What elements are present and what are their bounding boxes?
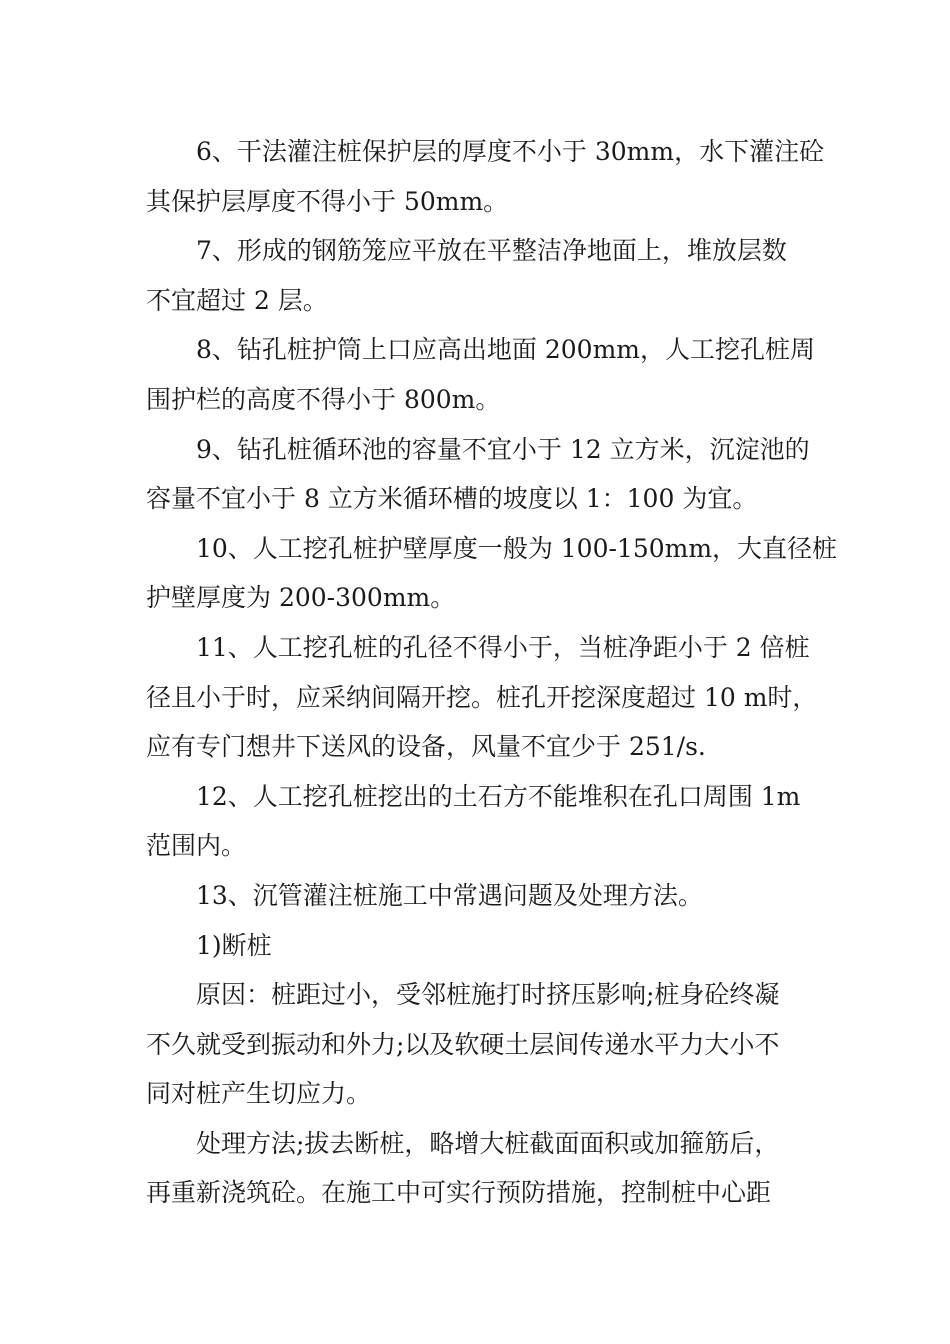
- text-line: 处理方法;拔去断桩，略增大桩截面面积或加箍筋后，: [196, 1128, 780, 1158]
- text-line: 其保护层厚度不得小于 50mm。: [146, 186, 509, 216]
- text-line: 8、钻孔桩护筒上口应高出地面 200mm，人工挖孔桩周: [196, 335, 815, 365]
- text-line: 11、人工挖孔桩的孔径不得小于，当桩净距小于 2 倍桩: [196, 632, 810, 662]
- text-line: 容量不宜小于 8 立方米循环槽的坡度以 1：100 为宜。: [146, 484, 758, 514]
- text-line: 围护栏的高度不得小于 800m。: [146, 384, 501, 414]
- text-line: 13、沉管灌注桩施工中常遇问题及处理方法。: [196, 880, 703, 910]
- document-body: [146, 127, 838, 1218]
- text-line: 1)断桩: [196, 930, 272, 960]
- text-line: 不久就受到振动和外力;以及软硬土层间传递水平力大小不: [146, 1029, 780, 1059]
- text-line: 再重新浇筑砼。在施工中可实行预防措施，控制桩中心距: [146, 1178, 772, 1208]
- text-line: 应有专门想井下送风的设备，风量不宜少于 251/s.: [146, 732, 706, 762]
- text-line: 6、干法灌注桩保护层的厚度不小于 30mm，水下灌注砼: [196, 137, 825, 166]
- text-line: 径且小于时，应采纳间隔开挖。桩孔开挖深度超过 10 m时，: [146, 682, 818, 712]
- text-line: 7、形成的钢筋笼应平放在平整洁净地面上，堆放层数: [196, 236, 787, 266]
- text-line: 10、人工挖孔桩护壁厚度一般为 100-150mm，大直径桩: [196, 533, 838, 563]
- text-line: 9、钻孔桩循环池的容量不宜小于 12 立方米，沉淀池的: [196, 434, 810, 464]
- text-line: 12、人工挖孔桩挖出的土石方不能堆积在孔口周围 1m: [196, 781, 801, 811]
- text-line: 范围内。: [146, 831, 247, 861]
- text-line: 原因：桩距过小，受邻桩施打时挤压影响;桩身砼终凝: [196, 980, 780, 1010]
- text-line: 不宜超过 2 层。: [146, 285, 328, 315]
- text-line: 同对桩产生切应力。: [146, 1079, 372, 1109]
- text-line: 护壁厚度为 200-300mm。: [146, 583, 456, 613]
